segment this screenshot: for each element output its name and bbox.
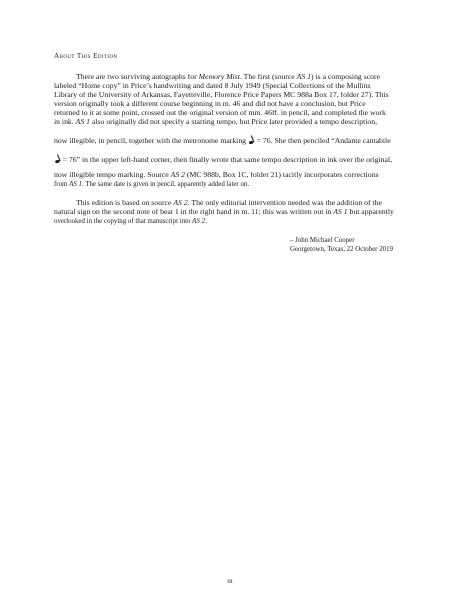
source-label: AS 2 (192, 218, 205, 225)
text-span: There are two surviving autographs for (76, 74, 199, 81)
text-span: (MC 988b, Box 1C, folder 21) tacitly incorporates corrections (184, 172, 379, 179)
paragraph-2-line-2 (54, 208, 394, 217)
paragraph-1-line-5: returned to it at some point, crossed out the original version of mm. 46ff. in pencil, and completed the work (54, 110, 386, 117)
text-span: ) is a composing score (310, 74, 381, 81)
text-span: . The first (source (239, 74, 297, 81)
source-label: AS 1 (69, 181, 82, 188)
text-span: overlooked in the copying of that manuscript into (54, 218, 193, 225)
text-span: also originally did not specify a starting tempo, but Price later provided a tempo description, (90, 119, 378, 126)
source-label: AS 1 (333, 209, 348, 216)
paragraph-1-line-10 (54, 180, 249, 189)
paragraph-2-line-1 (76, 199, 382, 208)
place-and-date: Georgetown, Texas, 22 October 2019 (290, 246, 393, 253)
paragraph-1-line-1 (76, 73, 380, 82)
text-span: . The only editorial intervention needed was the addition of the (187, 200, 382, 207)
source-label: AS 1 (296, 74, 311, 81)
text-span: now illegible, in pencil, together with the metronome marking (54, 138, 248, 145)
paragraph-1-line-6 (54, 118, 377, 127)
paragraph-1-line-8 (54, 156, 392, 165)
paragraph-1-line-7 (54, 137, 391, 146)
page-number: iii (227, 578, 233, 585)
text-span: natural sign on the second note of beat 1 in the right hand in m. 11; this was written out in (54, 209, 334, 216)
author-signature: – John Michael Cooper (290, 237, 355, 244)
text-span: = 76” in the upper left-hand corner, then finally wrote that same tempo description in ink over the original, (60, 157, 393, 164)
section-heading: About This Edition (54, 52, 118, 60)
quarter-note-icon (55, 159, 60, 163)
text-span: . (205, 218, 207, 225)
source-label: AS 2 (170, 172, 185, 179)
paragraph-1-line-2: labeled “Home copy” in Price’s handwriting and dated 8 July 1949 (Special Collections of the Mullins (54, 83, 371, 90)
text-span: but apparently (347, 209, 394, 216)
paragraph-1-line-9 (54, 171, 379, 180)
quarter-note-icon (249, 140, 254, 144)
paragraph-2-line-3 (54, 217, 207, 226)
text-span: from (54, 181, 70, 188)
paragraph-1-line-4: version originally took a different course beginning in m. 46 and did not have a conclusion, but Price (54, 101, 366, 108)
text-span: now illegible tempo marking. Source (54, 172, 171, 179)
paragraph-1-line-3: Library of the University of Arkansas, Fayetteville, Florence Price Papers MC 988a Box 17, folder 27). This (54, 92, 389, 99)
source-label: AS 2 (173, 200, 188, 207)
text-span: This edition is based on source (76, 200, 174, 207)
text-span: in ink. (54, 119, 76, 126)
text-span: = 76. She then penciled “Andante cantabile (254, 138, 391, 145)
text-span: . The same date is given in pencil, apparently added later on. (81, 181, 250, 188)
work-title: Memory Mist (198, 74, 240, 81)
source-label: AS 1 (75, 119, 91, 126)
